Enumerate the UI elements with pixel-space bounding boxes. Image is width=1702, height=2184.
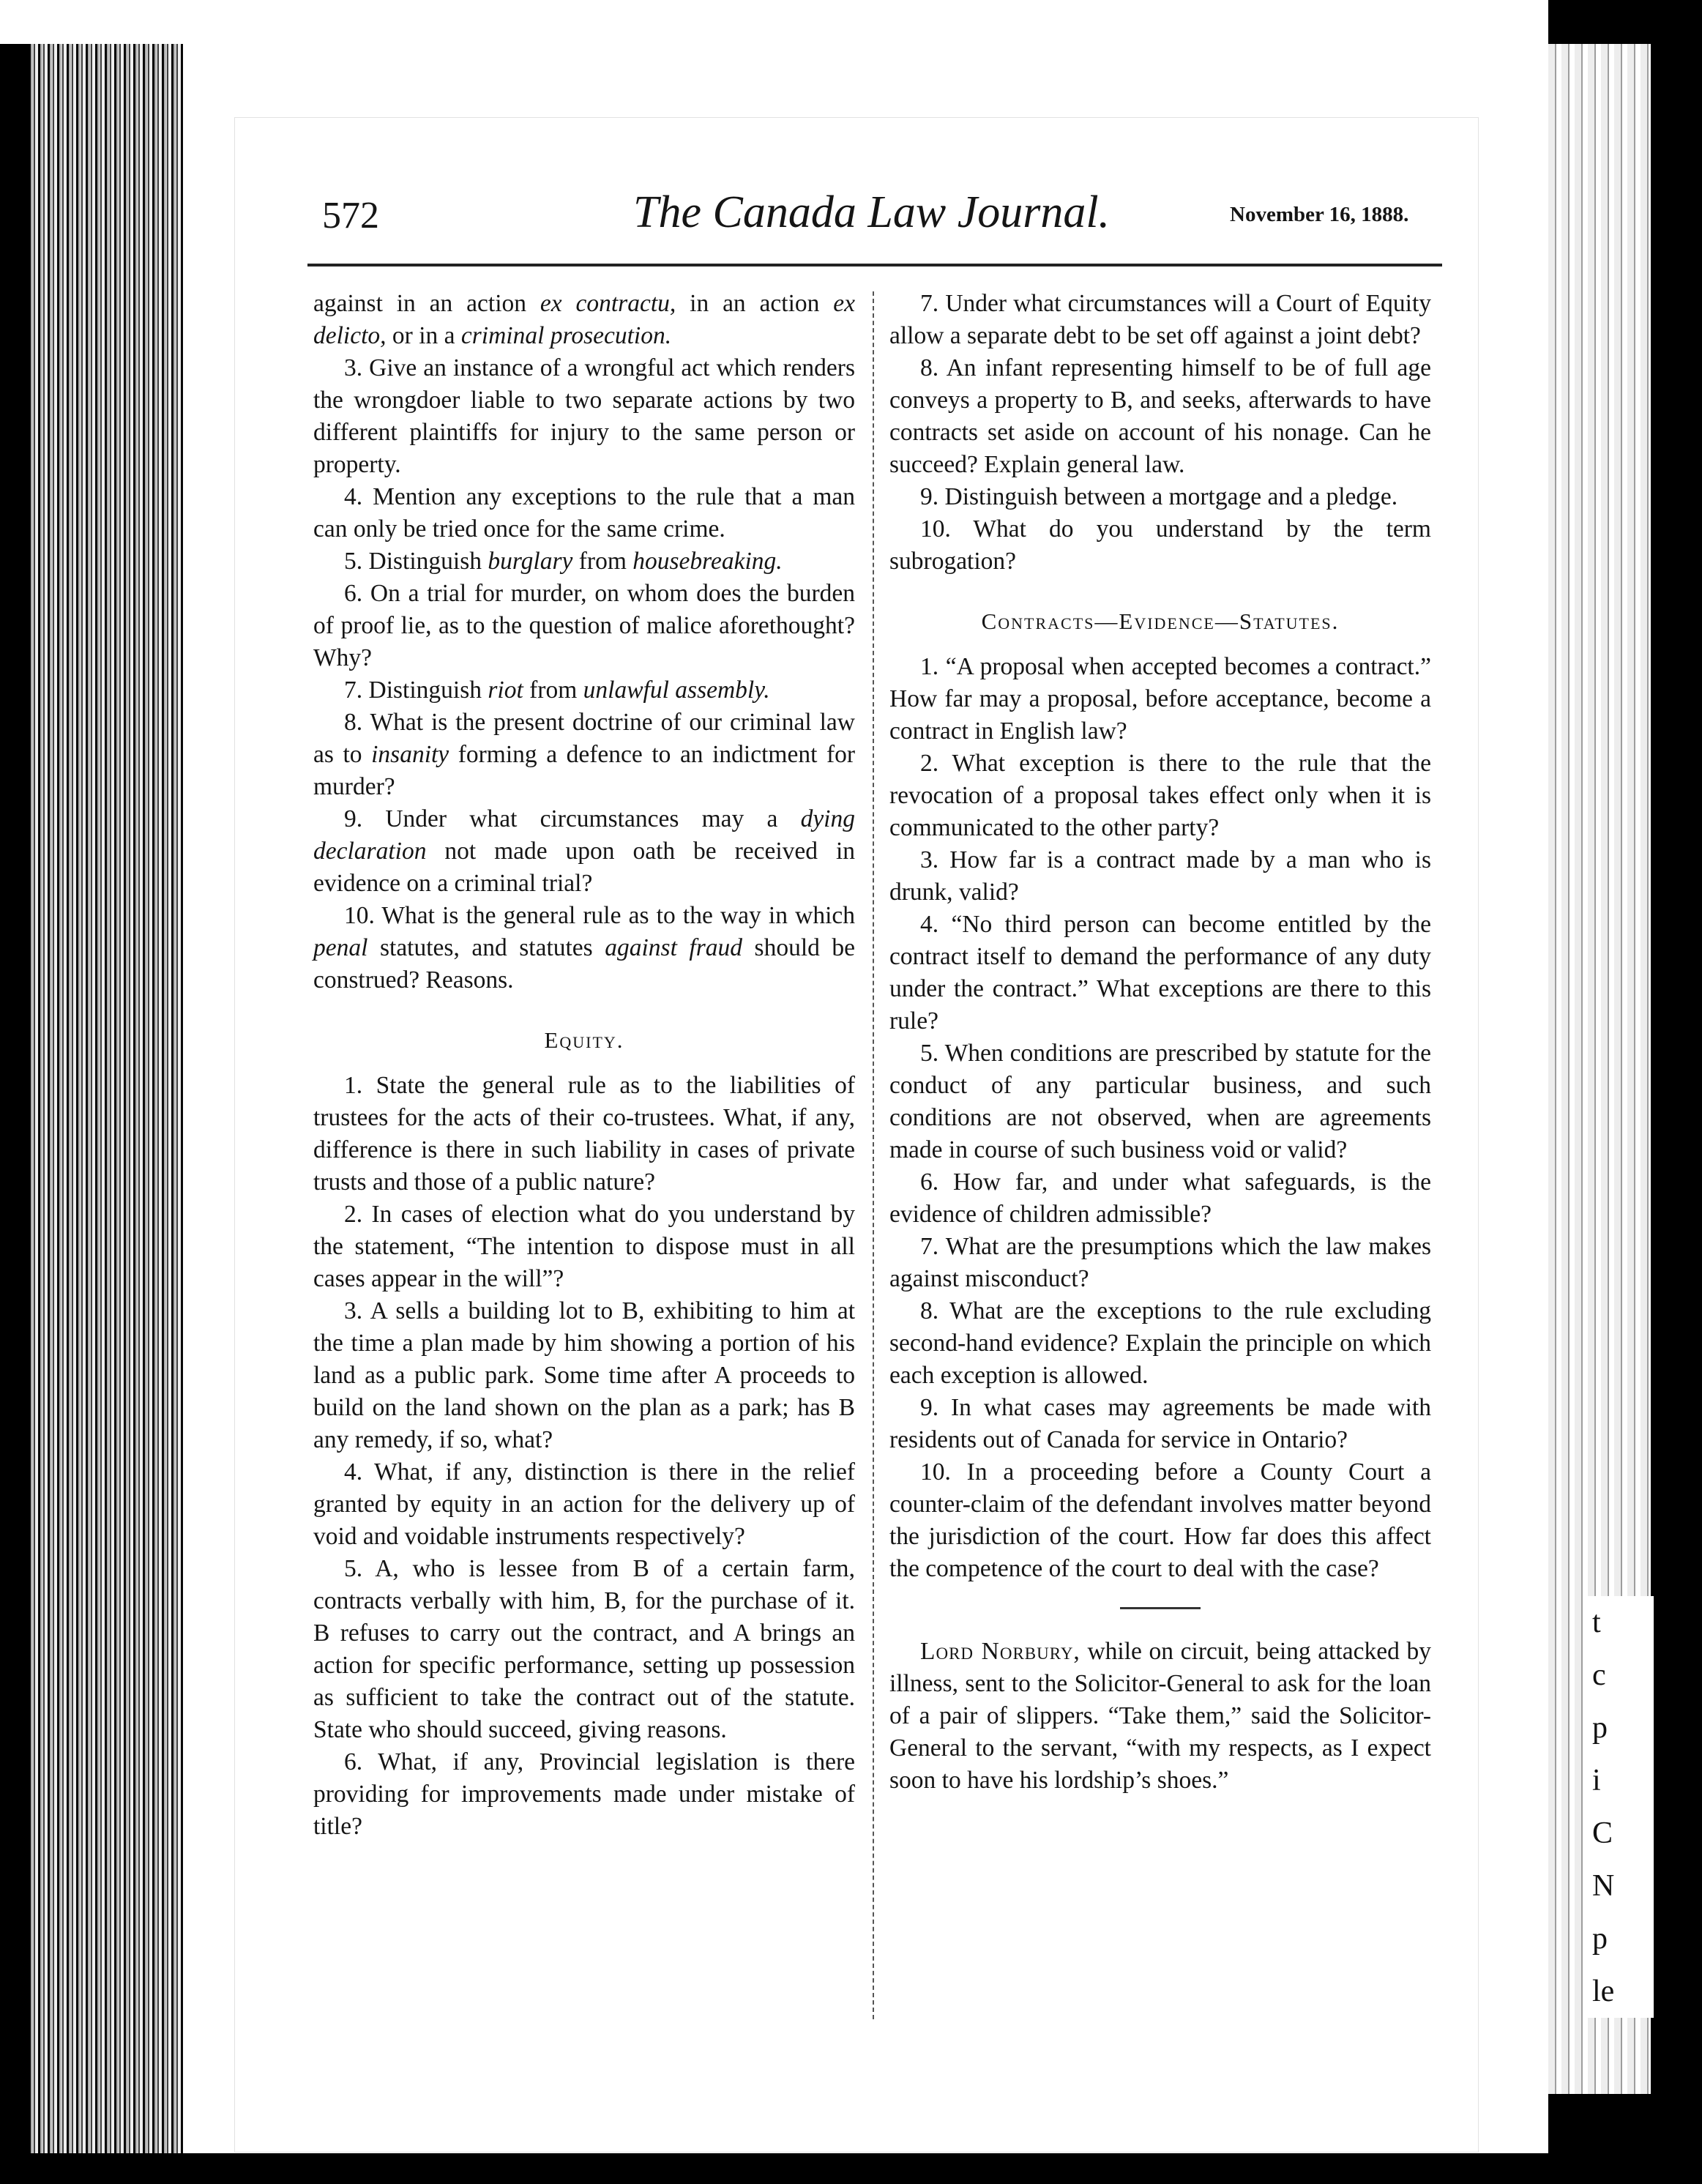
page-number: 572 [322,195,379,236]
journal-title: The Canada Law Journal. [633,187,1111,237]
edge-letter: p [1592,1922,1608,1956]
question-7: 7. Distinguish riot from unlawful assembly. [344,677,770,704]
edge-letter: le [1592,1975,1615,2008]
equity-heading: Equity. [544,1027,624,1053]
contracts-question-10: 10. In a proceeding before a County Court a counter-claim of the defendant involves matter beyond the jurisdiction of the court. How far does this affect the competence of the court to deal with the case? [889,1458,1431,1582]
scan-bottom-edge [0,2153,1702,2184]
running-head [322,187,1457,245]
equity-question-2: 2. In cases of election what do you understand by the statement, “The intention to dispose must in all cases appear in the will”? [313,1201,855,1292]
contracts-question-6: 6. How far, and under what safeguards, is the evidence of children admissible? [889,1169,1431,1228]
contracts-question-9: 9. In what cases may agreements be made with residents out of Canada for service in Ontario? [889,1394,1431,1453]
equity-question-4: 4. What, if any, distinction is there in the relief granted by equity in an action for the delivery up of void and voidable instruments respectively? [313,1458,855,1550]
question-4: 4. Mention any exceptions to the rule that a man can only be tried once for the same crime. [313,483,855,543]
anecdote-name: Lord Norbury, [920,1638,1080,1665]
equity-question-3: 3. A sells a building lot to B, exhibiting to him at the time a plan made by him showing a portion of his land as a public park. Some time after A proceeds to build on the land shown on the plan as a park; has B any remedy, if so, what? [313,1297,855,1453]
question-5: 5. Distinguish burglary from housebreaking. [344,548,783,575]
book-binding-right [1548,0,1702,2184]
contracts-question-5: 5. When conditions are prescribed by statute for the conduct of any particular business, and such conditions are not observed, when are agreements made in course of such business void or valid? [889,1040,1431,1163]
journal-page [234,117,1479,2153]
edge-letter: c [1592,1658,1606,1692]
left-column [313,288,855,1843]
question-3: 3. Give an instance of a wrongful act which renders the wrongdoer liable to two separate actions by two different plaintiffs for injury to the same person or property. [313,354,855,478]
contracts-question-7: 7. What are the presumptions which the law makes against misconduct? [889,1233,1431,1292]
equity-question-1: 1. State the general rule as to the liabilities of trustees for the acts of their co-trustees. What, if any, difference is there in such liability in cases of private trusts and those of a public nature? [313,1072,855,1196]
right-column [889,288,1431,1797]
question-10: 10. What is the general rule as to the way in which penal statutes, and statutes against fraud should be construed? Reasons. [313,902,856,994]
edge-letter: p [1592,1711,1608,1745]
equity-question-9: 9. Distinguish between a mortgage and a pledge. [920,483,1398,510]
question-8: 8. What is the present doctrine of our criminal law as to insanity forming a defence to an indictment for murder? [313,709,856,800]
equity-question-7: 7. Under what circumstances will a Court of Equity allow a separate debt to be set off against a joint debt? [889,290,1431,349]
continued-question: against in an action ex contractu, in an action ex delicto, or in a criminal prosecution. [313,290,856,349]
anecdote-separator [1120,1607,1201,1609]
equity-question-10: 10. What do you understand by the term subrogation? [889,515,1431,575]
equity-question-8: 8. An infant representing himself to be of full age conveys a property to B, and seeks, afterwards to have contracts set aside on account of his nonage. Can he succeed? Explain general law. [889,354,1431,478]
equity-question-6: 6. What, if any, Provincial legislation is there providing for improvements made under mistake of title? [313,1748,855,1840]
question-9: 9. Under what circumstances may a dying declaration not made upon oath be received in evidence on a criminal trial? [313,805,855,897]
book-binding-left [0,44,183,2184]
column-divider [873,291,874,2019]
question-6: 6. On a trial for murder, on whom does the burden of proof lie, as to the question of malice aforethought? Why? [313,580,855,671]
contracts-question-8: 8. What are the exceptions to the rule excluding second-hand evidence? Explain the principle on which each exception is allowed. [889,1297,1431,1389]
edge-letter: N [1592,1869,1615,1903]
edge-letter: i [1592,1764,1601,1797]
contracts-question-1: 1. “A proposal when accepted becomes a contract.” How far may a proposal, before acceptance, become a contract in English law? [889,653,1431,745]
adjacent-page-edge-text [1586,1596,1654,2018]
equity-question-5: 5. A, who is lessee from B of a certain farm, contracts verbally with him, B, for the purchase of it. B refuses to carry out the contract, and A brings an action for specific performance, setting up possession as sufficient to take the contract out of the statute. State who should succeed, giving reasons. [313,1555,855,1743]
issue-date: November 16, 1888. [1230,203,1409,226]
edge-letter: t [1592,1606,1601,1639]
header-rule [307,264,1442,267]
contracts-question-2: 2. What exception is there to the rule that the revocation of a proposal takes effect only when it is communicated to the other party? [889,750,1431,841]
anecdote-text: while on circuit, being attacked by illness, sent to the Solicitor-General to ask for the loan of a pair of slippers. “Take them,” said the Solicitor-General to the servant, “with my respects, as I expect soon to have his lordship’s shoes.” [889,1638,1431,1794]
contracts-heading: Contracts—Evidence—Statutes. [981,608,1340,634]
lord-norbury-anecdote [889,1636,1431,1797]
contracts-question-3: 3. How far is a contract made by a man who is drunk, valid? [889,846,1431,906]
edge-letter: C [1592,1816,1613,1850]
contracts-question-4: 4. “No third person can become entitled by the contract itself to demand the performance of any duty under the contract.” What exceptions are there to this rule? [889,911,1431,1035]
